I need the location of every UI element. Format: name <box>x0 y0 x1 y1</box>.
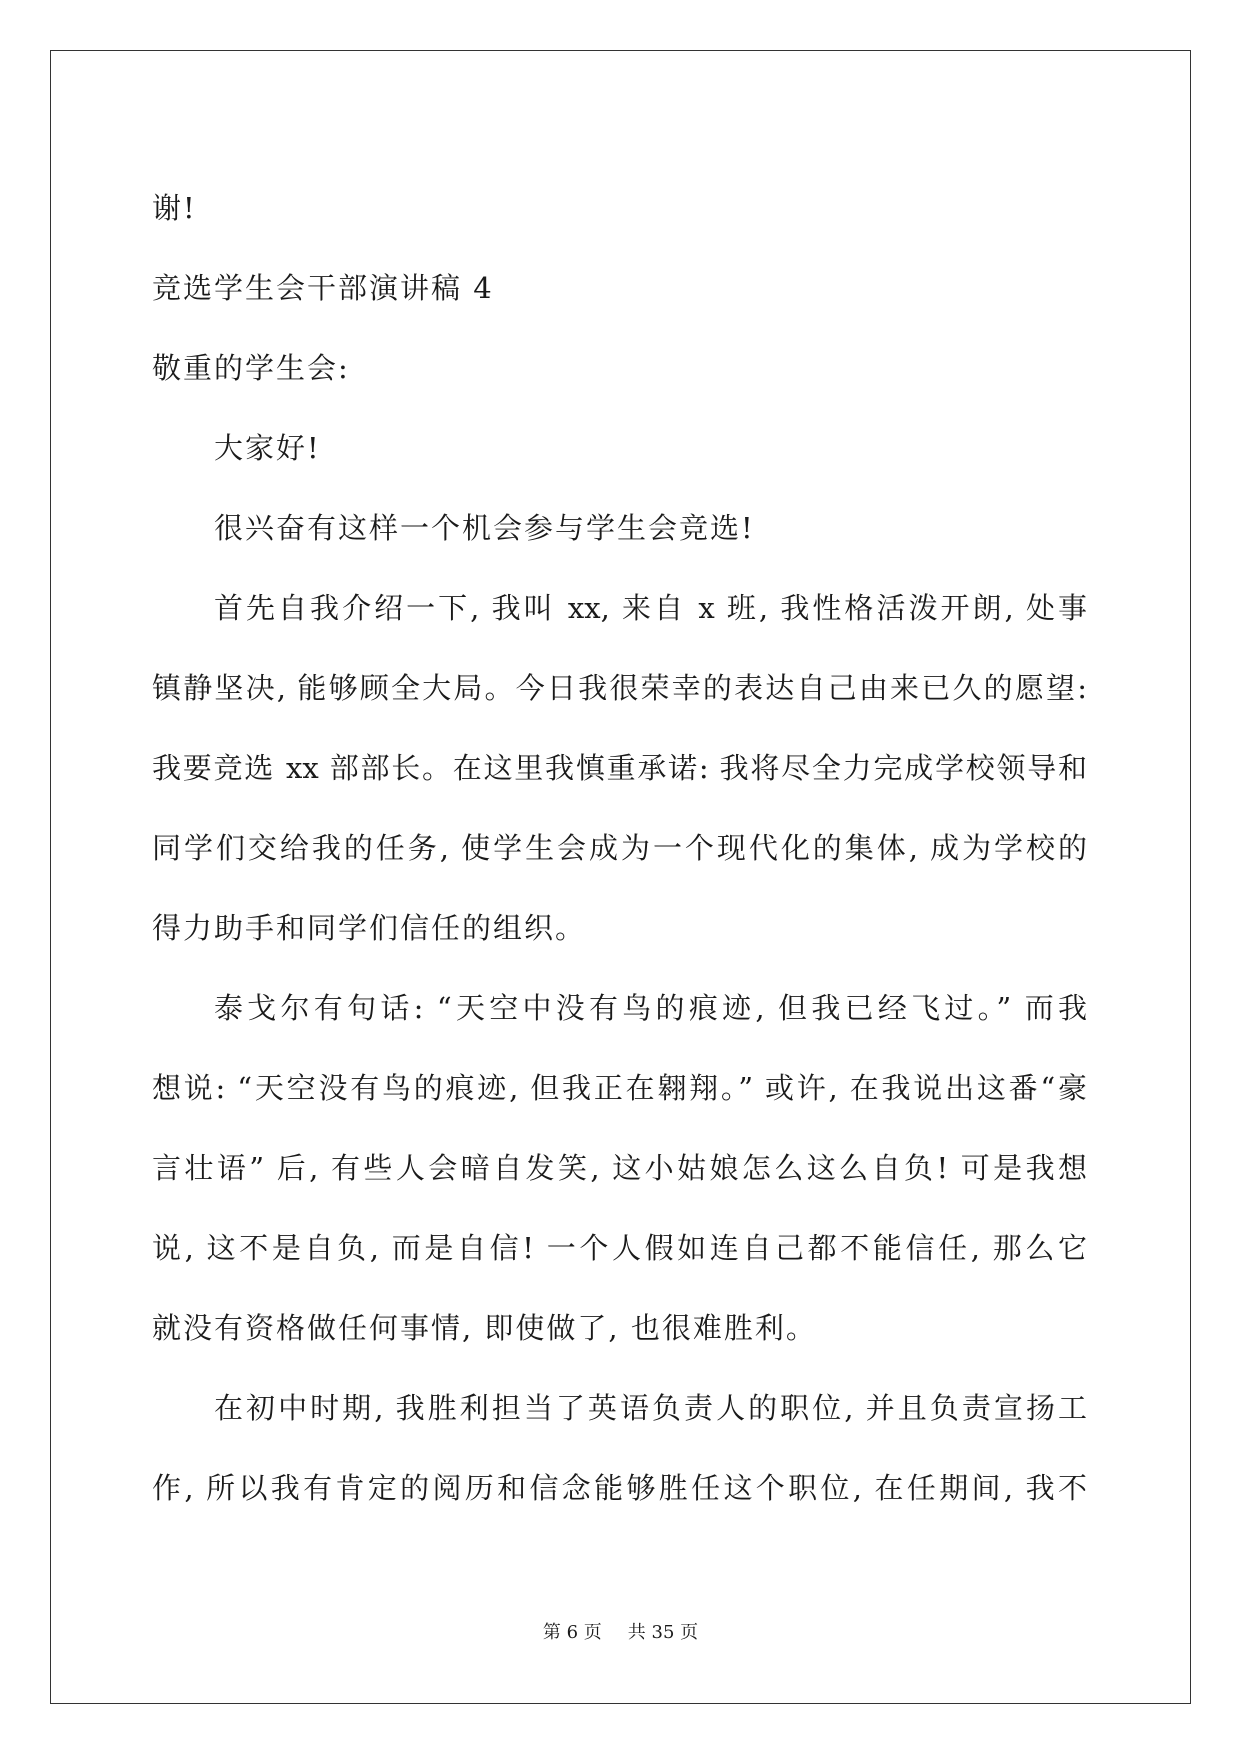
text-line: 泰戈尔有句话: “天空中没有鸟的痕迹, 但我已经飞过。” 而我 <box>214 991 1087 1025</box>
section-title: 竞选学生会干部演讲稿 4 <box>152 271 494 305</box>
text-line: 首先自我介绍一下, 我叫 xx, 来自 x 班, 我性格活泼开朗, 处事 <box>214 591 1087 625</box>
text-line: 想说: “天空没有鸟的痕迹, 但我正在翱翔。” 或许, 在我说出这番“豪 <box>152 1071 1087 1105</box>
text-line: 言壮语” 后, 有些人会暗自发笑, 这小姑娘怎么这么自负! 可是我想 <box>152 1151 1087 1185</box>
text-line: 得力助手和同学们信任的组织。 <box>152 911 587 945</box>
text-line: 谢! <box>152 191 197 225</box>
page-number: 第 6 页 <box>542 1622 602 1643</box>
total-pages: 共 35 页 <box>627 1622 699 1643</box>
text-line: 我要竞选 xx 部部长。在这里我慎重承诺: 我将尽全力完成学校领导和 <box>152 751 1087 785</box>
salutation: 敬重的学生会: <box>152 351 350 385</box>
text-line: 同学们交给我的任务, 使学生会成为一个现代化的集体, 成为学校的 <box>152 831 1087 865</box>
document-body <box>152 168 1087 1528</box>
text-line: 镇静坚决, 能够顾全大局。今日我很荣幸的表达自己由来已久的愿望: <box>152 671 1087 705</box>
text-line: 作, 所以我有肯定的阅历和信念能够胜任这个职位, 在任期间, 我不 <box>152 1471 1087 1505</box>
text-line: 很兴奋有这样一个机会参与学生会竞选! <box>214 511 755 545</box>
text-line: 就没有资格做任何事情, 即使做了, 也很难胜利。 <box>152 1311 817 1345</box>
greeting: 大家好! <box>214 431 321 465</box>
text-line: 在初中时期, 我胜利担当了英语负责人的职位, 并且负责宣扬工 <box>214 1391 1087 1425</box>
text-line: 说, 这不是自负, 而是自信! 一个人假如连自己都不能信任, 那么它 <box>152 1231 1087 1265</box>
page-footer <box>0 1621 1241 1645</box>
